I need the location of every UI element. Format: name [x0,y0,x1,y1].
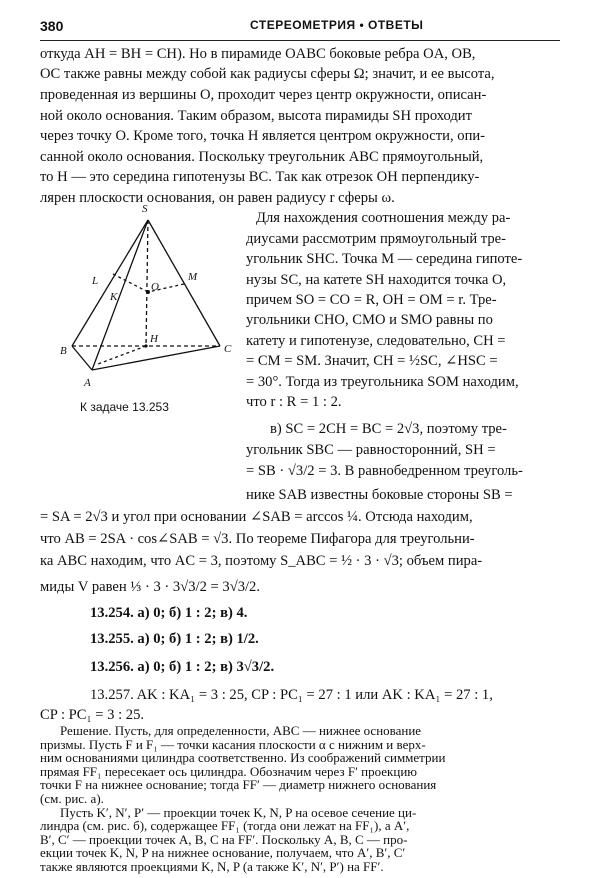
running-title: СТЕРЕОМЕТРИЯ • ОТВЕТЫ [250,18,424,32]
segment-l-o [113,274,148,292]
text-line: ной около основания. Таким образом, высота пирамиды SH проходит [40,108,472,124]
text-line: ка ABC находим, что AC = 3, поэтому S_ABC = ½ · 3 · √3; объем пира- [40,553,483,569]
label-c: C [224,343,232,355]
text-line: (см. рис. а). [40,791,104,806]
answer-line: 13.257. AK : KA₁ = 3 : 25, CP : PC₁ = 27 : 1 или AK : KA₁ = 27 : 1, [90,687,493,703]
label-b: B [60,345,67,357]
text-line: Пусть K′, N′, P′ — проекции точек K, N, P на осевое сечение ци- [60,804,417,820]
text-line: екции точек K, N, P на нижнее основание, получаем, что A′, B′, C′ [40,845,406,861]
answer-line: 13.256. а) 0; б) 1 : 2; в) 3√3/2. [90,659,275,675]
text-line: = SB · √3/2 = 3. В равнобедренном треуголь- [246,463,523,479]
text-line: диусами рассмотрим прямоугольный тре- [246,231,506,247]
figure-caption: К задаче 13.253 [80,400,169,414]
label-a: A [84,377,91,389]
text-line: что AB = 2SA · cos∠SAB = √3. По теореме Пифагора для треугольни- [40,531,475,547]
text-line: B′, C′ — проекции точек A, B, C на FF′. Поскольку A, B, C — про- [40,831,408,847]
text-line: нике SAB известны боковые стороны SB = [246,487,513,503]
answer-line: 13.254. а) 0; б) 1 : 2; в) 4. [90,605,248,621]
text-line: проведенная из вершины O, проходит через центр окружности, описан- [40,87,487,103]
page-header [40,18,560,38]
text-line: Для нахождения соотношения между ра- [256,210,511,226]
text-line: откуда AH = BH = CH). Но в пирамиде OABC боковые ребра OA, OB, [40,46,476,62]
label-h: H [150,333,158,345]
text-line: в) SC = 2CH = BC = 2√3, поэтому тре- [270,421,507,437]
text-line: призмы. Пусть F и F₁ — точки касания плоскости α с нижним и верх- [40,736,426,752]
text-line: точки F на нижнее основание; тогда FF′ — диаметр нижнего основания [40,777,437,793]
text-line: Решение. Пусть, для определенности, ABC — нижнее основание [60,723,422,738]
text-line: санной около основания. Поскольку треугольник ABC прямоугольный, [40,149,484,165]
label-m: M [188,271,198,283]
answer-line: 13.255. а) 0; б) 1 : 2; в) 1/2. [90,631,259,647]
text-line: прямая FF₁ пересекает ось цилиндра. Обозначим через F′ проекцию [40,763,417,779]
text-line: угольник SHC. Точка M — середина гипоте- [246,251,523,267]
edge-sa [92,220,148,370]
text-line: = SA = 2√3 и угол при основании ∠SAB = arccos ¼. Отсюда находим, [40,509,473,525]
point-o [146,290,150,294]
text-line: через точку O. Кроме того, точка H является центром окружности, опи- [40,128,486,144]
edge-ba [72,346,92,370]
text-line: то H — это середина гипотенузы BC. Так как отрезок OH перпендику- [40,169,480,185]
text-line: линдра (см. рис. б), содержащее FF₁ (тогда они лежат на FF₁), а A′, [40,818,410,834]
text-line: катету и гипотенузе, следовательно, CH = [246,333,506,349]
pyramid-figure [58,196,250,410]
text-line: OC также равны между собой как радиусы сферы Ω; значит, и ее высота, [40,66,495,82]
label-l: L [92,275,99,287]
text-line: причем SO = CO = R, OH = OM = r. Тре- [246,292,497,308]
text-line: что r : R = 1 : 2. [246,394,342,410]
page-number: 380 [40,18,64,34]
label-s: S [142,203,148,215]
text-line: нузы SC, на катете SH находится точка O, [246,272,507,288]
height-sh [146,220,148,346]
text-line: угольники CHO, CMO и SMO равны по [246,312,493,328]
header-rule [40,40,560,41]
text-line: также являются проекциями K, N, P (а также K′, N′, P′) на FF′. [40,859,384,874]
point-h [144,344,147,347]
label-o: O [151,281,159,293]
edge-sb [72,220,148,346]
text-line: = CM = SM. Значит, CH = ½SC, ∠HSC = [246,353,498,369]
text-line: лярен плоскости основания, он равен радиусу r сферы ω. [40,190,395,206]
edge-ac [92,346,220,370]
text-line: миды V равен ⅓ · 3 · 3√3/2 = 3√3/2. [40,579,261,595]
text-line: угольник SBC — равносторонний, SH = [246,442,496,458]
text-line: ним основаниями цилиндра соответственно. Из соображений симметрии [40,750,446,766]
text-line: = 30°. Тогда из треугольника SOM находим, [246,374,519,390]
answer-line: CP : PC₁ = 3 : 25. [40,707,145,723]
label-k: K [110,291,118,303]
